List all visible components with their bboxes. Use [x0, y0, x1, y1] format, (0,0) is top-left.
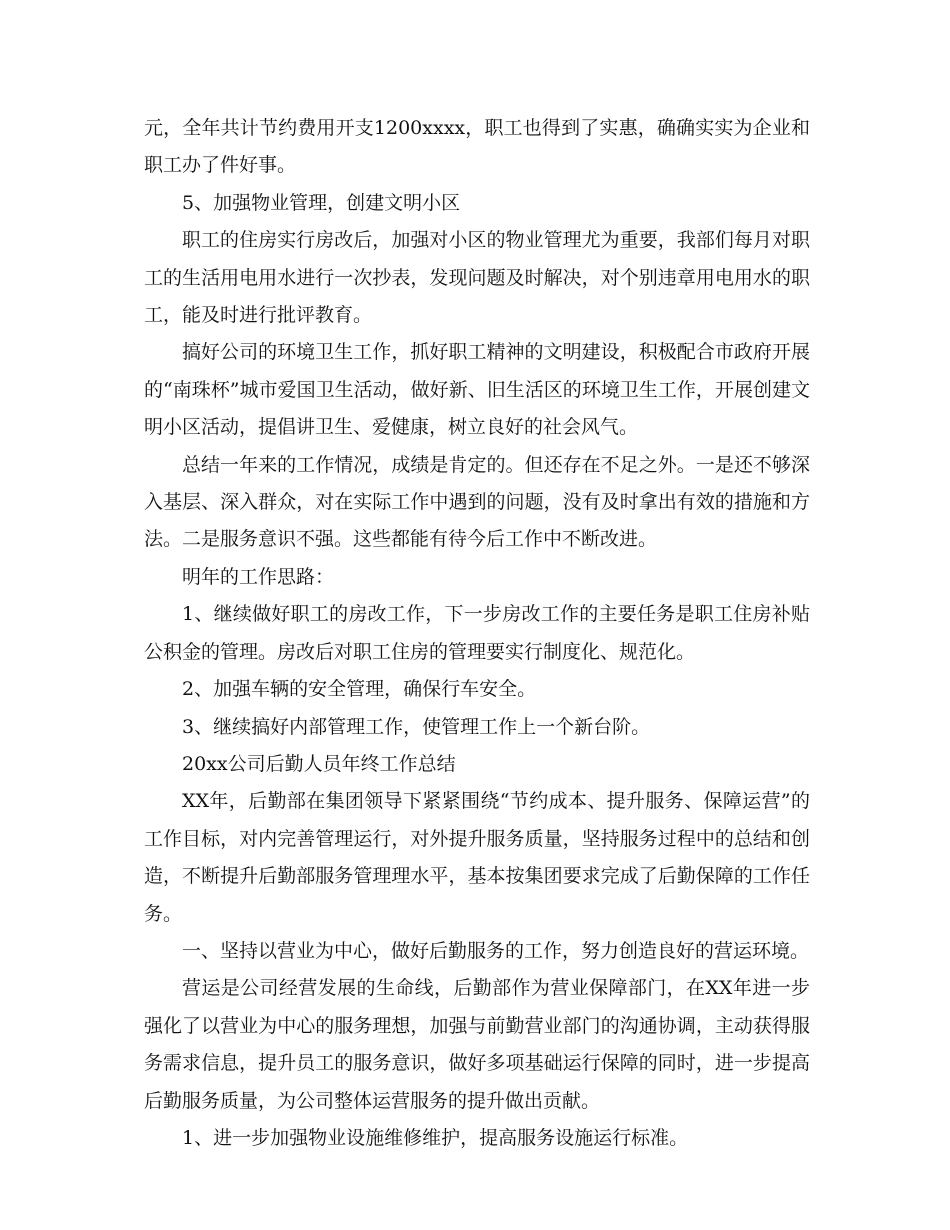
paragraph-3: 职工的住房实行房改后，加强对小区的物业管理尤为重要，我部们每月对职工的生活用电用水进行一次抄表，发现问题及时解决，对个别违章用电用水的职工，能及时进行批评教育。 — [144, 229, 810, 327]
paragraph-2: 5、加强物业管理，创建文明小区 — [182, 191, 461, 214]
paragraph-7: 1、继续做好职工的房改工作，下一步房改工作的主要任务是职工住房补贴公积金的管理。房改后对职工住房的管理要实行制度化、规范化。 — [144, 603, 810, 663]
paragraph-6: 明年的工作思路： — [182, 565, 335, 588]
paragraph-14: 1、进一步加强物业设施维修维护，提高服务设施运行标准。 — [182, 1126, 689, 1149]
paragraph-13: 营运是公司经营发展的生命线，后勤部作为营业保障部门，在XX年进一步强化了以营业为中心的服务理想，加强与前勤营业部门的沟通协调，主动获得服务需求信息，提升员工的服务意识，做好多项基础运行保障的同时，进一步提高后勤服务质量，为公司整体运营服务的提升做出贡献。 — [144, 977, 810, 1112]
paragraph-1: 元，全年共计节约费用开支1200xxxx，职工也得到了实惠，确确实实为企业和职工办了件好事。 — [144, 117, 810, 177]
paragraph-8: 2、加强车辆的安全管理，确保行车安全。 — [182, 678, 537, 701]
document-body — [144, 110, 810, 1157]
paragraph-4: 搞好公司的环境卫生工作，抓好职工精神的文明建设，积极配合市政府开展的“南珠杯”城市爱国卫生活动，做好新、旧生活区的环境卫生工作，开展创建文明小区活动，提倡讲卫生、爱健康，树立良好的社会风气。 — [144, 341, 810, 439]
paragraph-11: XX年，后勤部在集团领导下紧紧围绕“节约成本、提升服务、保障运营”的工作目标，对内完善管理运行，对外提升服务质量，坚持服务过程中的总结和创造，不断提升后勤部服务管理理水平，基本按集团要求完成了后勤保障的工作任务。 — [144, 790, 810, 925]
paragraph-9: 3、继续搞好内部管理工作，使管理工作上一个新台阶。 — [182, 715, 651, 738]
paragraph-12: 一、坚持以营业为中心，做好后勤服务的工作，努力创造良好的营运环境。 — [182, 939, 810, 962]
section-title: 20xx公司后勤人员年终工作总结 — [182, 752, 456, 775]
paragraph-5: 总结一年来的工作情况，成绩是肯定的。但还存在不足之外。一是还不够深入基层、深入群众，对在实际工作中遇到的问题，没有及时拿出有效的措施和方法。二是服务意识不强。这些都能有待今后工作中不断改进。 — [144, 453, 810, 551]
